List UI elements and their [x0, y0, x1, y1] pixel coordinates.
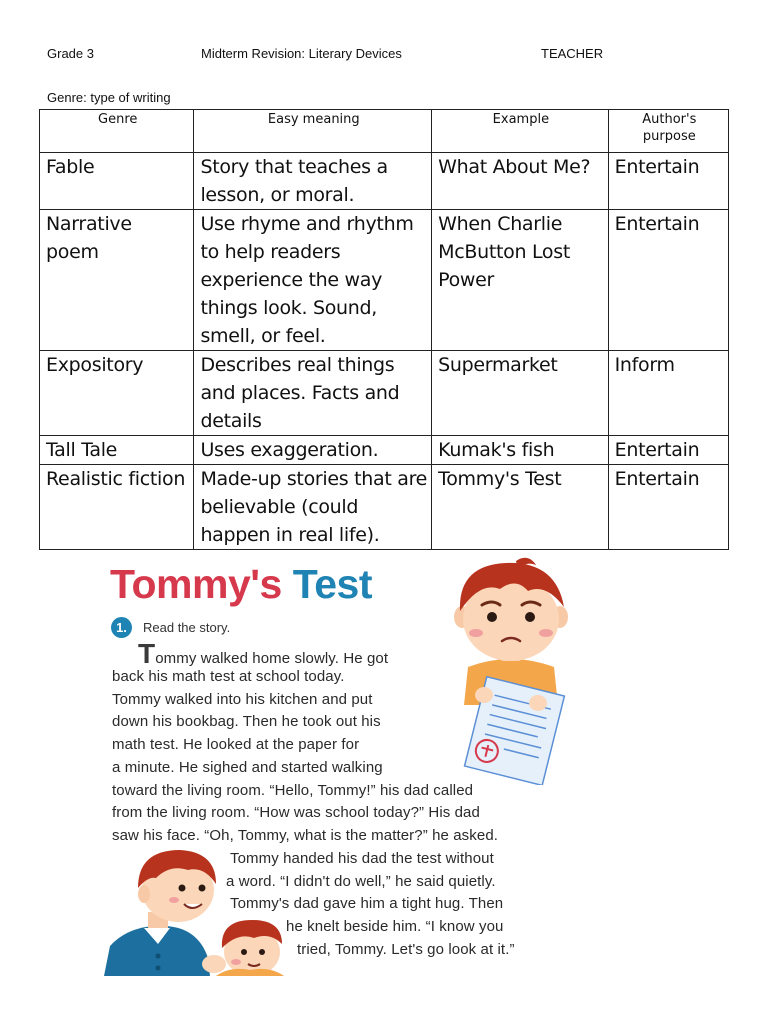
story-line: he knelt beside him. “I know you — [286, 918, 504, 935]
genre-table — [39, 109, 729, 550]
story-title-part2: Test — [292, 561, 372, 607]
table-row — [40, 465, 729, 550]
story-line: from the living room. “How was school today?” His dad — [112, 804, 480, 821]
story-line — [138, 638, 389, 669]
cell-purpose: Entertain — [608, 465, 728, 550]
cell-purpose: Inform — [608, 351, 728, 436]
sad-boy-with-test-illustration — [446, 555, 576, 785]
cell-genre: Tall Tale — [40, 436, 194, 465]
story-line: down his bookbag. Then he took out his — [112, 713, 381, 730]
cell-purpose: Entertain — [608, 153, 728, 210]
cell-example: Supermarket — [432, 351, 609, 436]
header-easy-meaning: Easy meaning — [194, 110, 432, 153]
grade-label: Grade 3 — [47, 46, 94, 61]
story-line: a word. “I didn't do well,” he said quietly. — [226, 873, 496, 890]
cell-genre: Narrative poem — [40, 210, 194, 351]
cell-purpose: Entertain — [608, 210, 728, 351]
cell-example: Kumak's fish — [432, 436, 609, 465]
story-line: tried, Tommy. Let's go look at it.” — [297, 941, 515, 958]
story-line: Tommy walked into his kitchen and put — [112, 691, 373, 708]
story-line: toward the living room. “Hello, Tommy!” his dad called — [112, 782, 474, 799]
story-title-part1: Tommy's — [110, 561, 282, 607]
worksheet-header — [47, 46, 727, 64]
table-row — [40, 153, 729, 210]
role-label: TEACHER — [541, 46, 604, 61]
cell-meaning: Uses exaggeration. — [194, 436, 432, 465]
story-line: back his math test at school today. — [112, 668, 345, 685]
dad-hugging-tommy-illustration — [104, 848, 284, 976]
story-line-text: ommy walked home slowly. He got — [155, 650, 389, 667]
cell-genre: Realistic fiction — [40, 465, 194, 550]
story-line: saw his face. “Oh, Tommy, what is the matter?” he asked. — [112, 827, 499, 844]
header-example: Example — [432, 110, 609, 153]
cell-genre: Fable — [40, 153, 194, 210]
story-line: Tommy's dad gave him a tight hug. Then — [230, 895, 504, 912]
cell-meaning: Story that teaches a lesson, or moral. — [194, 153, 432, 210]
story-line: math test. He looked at the paper for — [112, 736, 360, 753]
cell-example: When Charlie McButton Lost Power — [432, 210, 609, 351]
cell-meaning: Use rhyme and rhythm to help readers experience the way things look. Sound, smell, or feel. — [194, 210, 432, 351]
cell-purpose: Entertain — [608, 436, 728, 465]
drop-cap: T — [138, 638, 156, 669]
cell-example: Tommy's Test — [432, 465, 609, 550]
genre-definition: Genre: type of writing — [47, 90, 171, 105]
table-row — [40, 436, 729, 465]
cell-meaning: Describes real things and places. Facts and details — [194, 351, 432, 436]
step-number-badge: 1. — [111, 617, 132, 638]
story-line: Tommy handed his dad the test without — [230, 850, 494, 867]
table-row — [40, 210, 729, 351]
header-genre: Genre — [40, 110, 194, 153]
story-title — [110, 561, 372, 608]
worksheet-title: Midterm Revision: Literary Devices — [201, 46, 402, 61]
cell-example: What About Me? — [432, 153, 609, 210]
header-authors-purpose: Author's purpose — [608, 110, 728, 153]
step-instruction: Read the story. — [143, 620, 231, 635]
table-row — [40, 351, 729, 436]
cell-meaning: Made-up stories that are believable (could happen in real life). — [194, 465, 432, 550]
cell-genre: Expository — [40, 351, 194, 436]
story-line: a minute. He sighed and started walking — [112, 759, 383, 776]
table-header-row — [40, 110, 729, 153]
